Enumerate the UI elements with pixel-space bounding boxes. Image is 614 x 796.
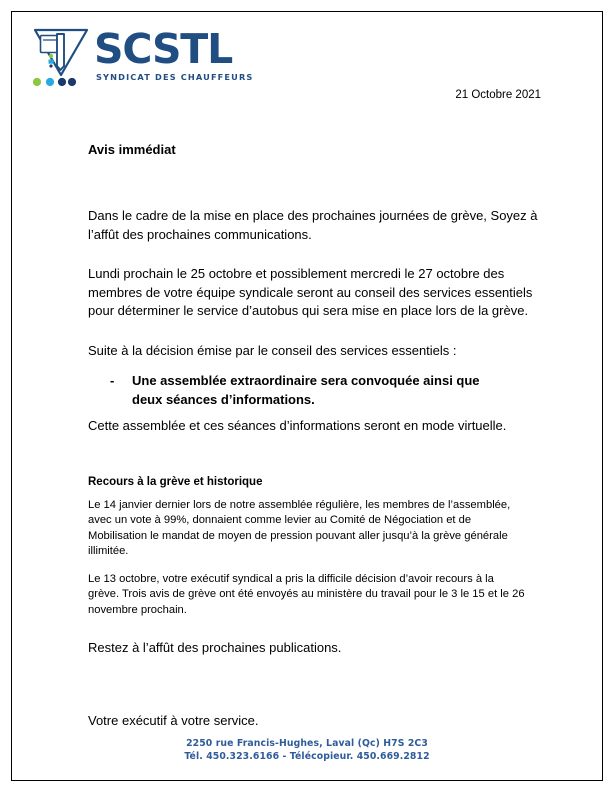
bullet-label: Une assemblée extraordinaire sera convoquée ainsi que deux séances d’informations. xyxy=(132,373,480,407)
spacer xyxy=(88,490,553,498)
spacer xyxy=(88,436,553,474)
list-item xyxy=(88,372,553,409)
footer-address: 2250 rue Francis-Hughes, Laval (Qc) H7S 2C3 xyxy=(186,738,428,749)
spacer xyxy=(88,321,553,342)
spacer xyxy=(88,560,553,572)
paragraph-virtual-mode: Cette assemblée et ces séances d’informations seront en mode virtuelle. xyxy=(88,418,507,433)
section-heading-historique: Recours à la grève et historique xyxy=(88,475,263,488)
paragraph-intro: Dans le cadre de la mise en place des prochaines journées de grève, Soyez à l’affût des prochaines communications. xyxy=(88,208,538,242)
paragraph-strike-notices: Le 13 octobre, votre exécutif syndical a pris la difficile décision d’avoir recours à la grève. Trois avis de grève ont été envoyés au ministère du travail pour le 3 le 15 et le 26 novembre prochain. xyxy=(88,572,525,616)
bullet-marker: - xyxy=(110,373,115,388)
scstl-logo-icon xyxy=(31,25,99,87)
logo-text-block xyxy=(94,27,254,82)
page-title: Avis immédiat xyxy=(88,142,176,157)
document-page xyxy=(11,11,603,781)
logo-tagline: SYNDICAT DES CHAUFFEURS xyxy=(96,72,254,82)
logo-wordmark: SCSTL xyxy=(94,25,233,73)
closing-signature: Votre exécutif à votre service. xyxy=(88,712,259,728)
spacer xyxy=(88,360,553,372)
footer-contact: Tél. 450.323.6166 - Télécopieur. 450.669.2812 xyxy=(184,751,430,762)
paragraph-vote-history: Le 14 janvier dernier lors de notre assemblée régulière, les membres de l’assemblée, avec un vote à 99%, donnaient comme levier au Comité de Négociation et de Mobilisation le mandat de moyen de pression pouvant aller jusqu’à la grève générale illimitée. xyxy=(88,498,511,557)
document-body xyxy=(88,137,553,730)
footer xyxy=(12,737,602,763)
spacer xyxy=(88,409,553,417)
spacer xyxy=(88,618,553,639)
spacer xyxy=(88,658,553,712)
letterhead xyxy=(31,25,254,97)
paragraph-meeting-dates: Lundi prochain le 25 octobre et possiblement mercredi le 27 octobre des membres de votre équipe syndicale seront au conseil des services essentiels pour déterminer le service d’autobus qui sera mise en place lors de la grève. xyxy=(88,266,533,318)
spacer xyxy=(88,159,553,207)
document-date: 21 Octobre 2021 xyxy=(455,89,541,101)
spacer xyxy=(88,244,553,265)
paragraph-decision-intro: Suite à la décision émise par le conseil des services essentiels : xyxy=(88,342,457,358)
paragraph-stay-tuned: Restez à l’affût des prochaines publications. xyxy=(88,640,342,655)
